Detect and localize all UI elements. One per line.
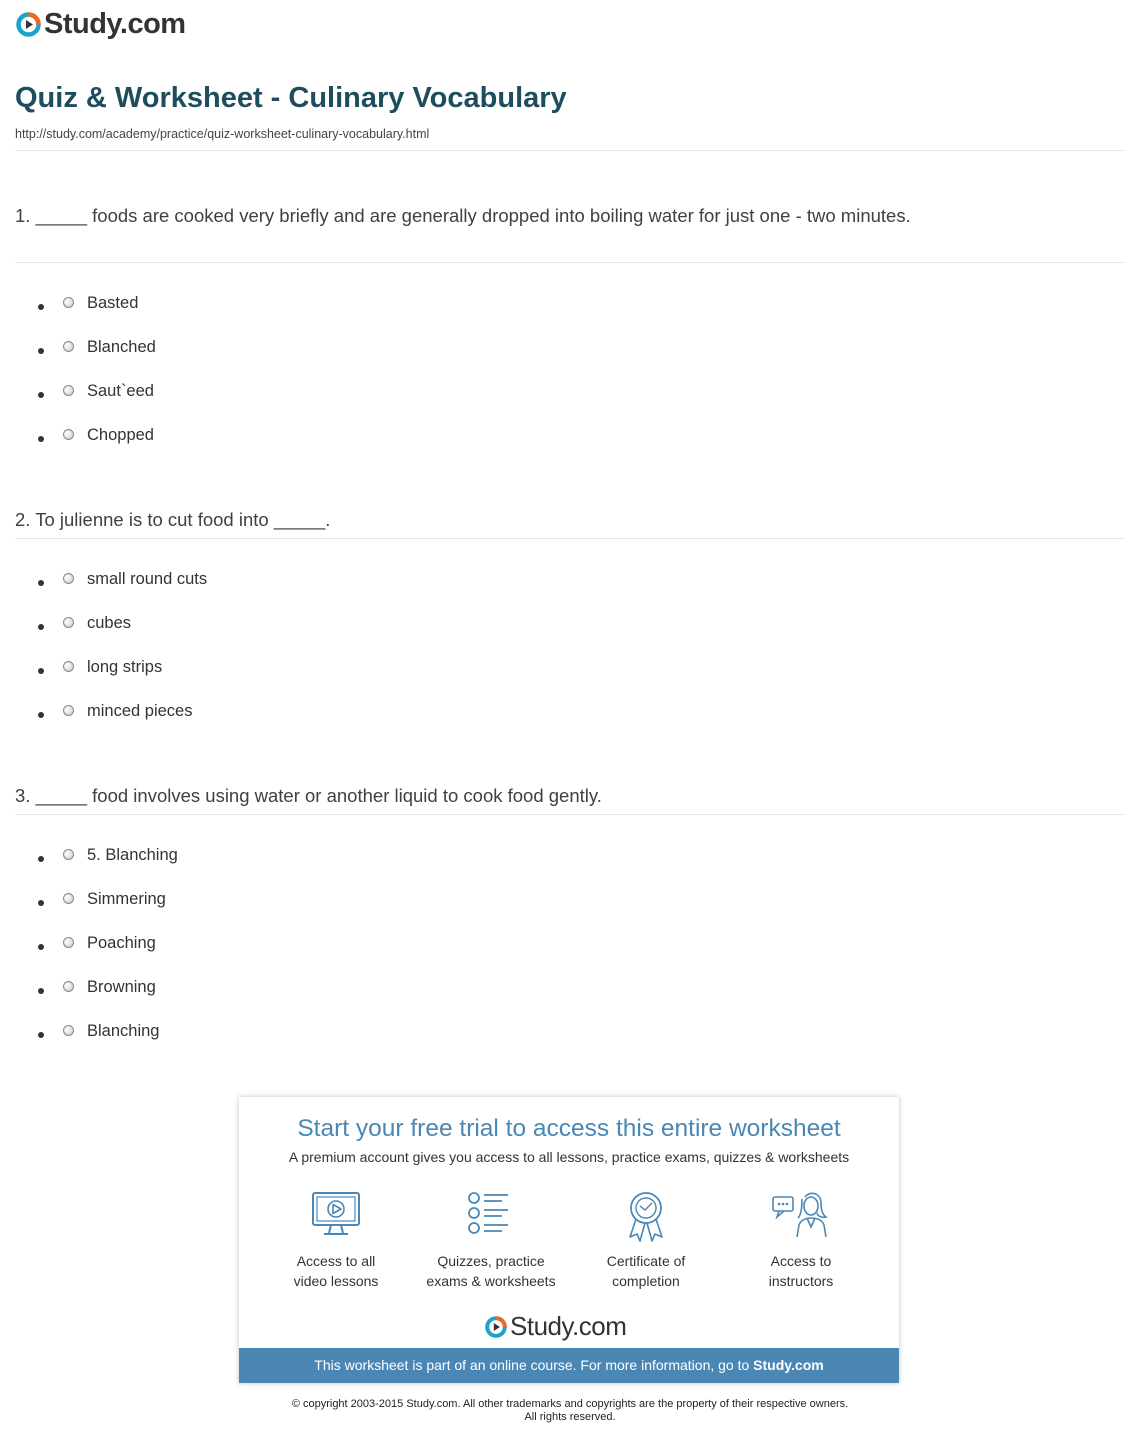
bullet-icon [38, 304, 44, 310]
rights-text: All rights reserved. [524, 1411, 616, 1423]
radio-button[interactable] [63, 385, 74, 396]
question-divider [15, 814, 1125, 815]
option-label: cubes [87, 614, 132, 632]
radio-button[interactable] [63, 981, 74, 992]
promo-title[interactable]: Start your free trial to access this entire worksheet [297, 1115, 841, 1142]
promo-bar-text: This worksheet is part of an online course. For more information, go to [314, 1357, 750, 1373]
feature-label: Quizzes, practice exams & worksheets [426, 1253, 556, 1289]
feature-quizzes [411, 1191, 571, 1291]
option-label: minced pieces [87, 702, 193, 720]
option-label: Simmering [87, 890, 166, 908]
bullet-icon [38, 712, 44, 718]
play-circle-logo-icon [16, 12, 41, 37]
question-divider [15, 538, 1125, 539]
option-label: Saut`eed [87, 382, 154, 400]
radio-button[interactable] [63, 573, 74, 584]
question-2: 2. To julienne is to cut food into _____. [15, 509, 331, 530]
bullet-icon [38, 988, 44, 994]
feature-label: Certificate of completion [606, 1253, 686, 1289]
copyright-footer [0, 1398, 1140, 1424]
bullet-icon [38, 624, 44, 630]
bullet-icon [38, 668, 44, 674]
page-title: Quiz & Worksheet - Culinary Vocabulary [15, 82, 567, 114]
option-label: Poaching [87, 934, 156, 952]
studycom-logo[interactable] [16, 8, 186, 41]
page-url: http://study.com/academy/practice/quiz-worksheet-culinary-vocabulary.html [15, 127, 430, 141]
option-label: Blanching [87, 1022, 160, 1040]
award-ribbon-icon [621, 1191, 671, 1243]
logo-text: Study.com [510, 1311, 627, 1341]
radio-button[interactable] [63, 429, 74, 440]
feature-instructors [721, 1191, 881, 1291]
option-label: Blanched [87, 338, 156, 356]
radio-button[interactable] [63, 849, 74, 860]
feature-certificate [566, 1191, 726, 1291]
promo-info-bar [239, 1348, 899, 1383]
logo-text: Study.com [44, 8, 186, 40]
bullet-icon [38, 1032, 44, 1038]
radio-button[interactable] [63, 297, 74, 308]
radio-button[interactable] [63, 705, 74, 716]
play-circle-logo-icon [485, 1316, 507, 1338]
question-divider [15, 262, 1125, 263]
copyright-text: © copyright 2003-2015 Study.com. All other trademarks and copyrights are the property of their respective owners. [291, 1398, 849, 1410]
studycom-logo[interactable] [485, 1311, 626, 1342]
bullet-icon [38, 580, 44, 586]
radio-button[interactable] [63, 1025, 74, 1036]
free-trial-promo [239, 1097, 899, 1383]
option-label: Basted [87, 294, 139, 312]
option-label: Browning [87, 978, 156, 996]
checklist-icon [466, 1191, 516, 1239]
radio-button[interactable] [63, 617, 74, 628]
bullet-icon [38, 900, 44, 906]
radio-button[interactable] [63, 937, 74, 948]
option-label: 5. Blanching [87, 846, 178, 864]
bullet-icon [38, 944, 44, 950]
bullet-icon [38, 856, 44, 862]
question-3: 3. _____ food involves using water or another liquid to cook food gently. [15, 785, 602, 806]
feature-video-lessons [256, 1191, 416, 1291]
bullet-icon [38, 436, 44, 442]
bullet-icon [38, 392, 44, 398]
option-label: long strips [87, 658, 163, 676]
option-label: small round cuts [87, 570, 208, 588]
studycom-link[interactable]: Study.com [753, 1357, 824, 1373]
instructor-chat-icon [771, 1191, 831, 1239]
promo-subtitle: A premium account gives you access to all lessons, practice exams, quizzes & worksheets [288, 1149, 850, 1165]
bullet-icon [38, 348, 44, 354]
radio-button[interactable] [63, 341, 74, 352]
feature-label: Access to all video lessons [293, 1253, 379, 1289]
header-divider [15, 150, 1125, 151]
radio-button[interactable] [63, 893, 74, 904]
feature-label: Access to instructors [768, 1253, 834, 1289]
radio-button[interactable] [63, 661, 74, 672]
monitor-play-icon [311, 1191, 361, 1239]
question-1: 1. _____ foods are cooked very briefly and are generally dropped into boiling water for just one - two minutes. [15, 205, 911, 226]
option-label: Chopped [87, 426, 154, 444]
